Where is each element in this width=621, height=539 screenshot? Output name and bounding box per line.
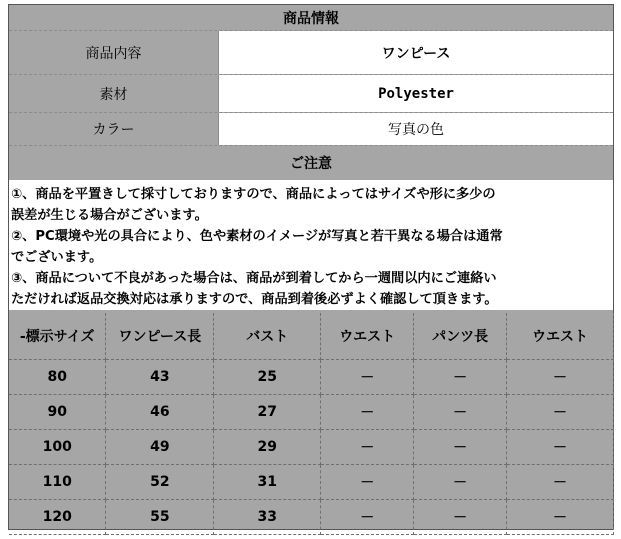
size-cell: － (507, 430, 614, 465)
size-cell: － (414, 465, 507, 500)
notice-line: ②、PC環境や光の具合により、色や素材のイメージが写真と若干異なる場合は通常 (11, 229, 503, 244)
info-label: 商品内容 (9, 31, 219, 74)
size-cell: 25 (214, 360, 321, 395)
size-table-header (9, 313, 614, 360)
column-header: バスト (214, 313, 321, 360)
size-cell: － (507, 465, 614, 500)
size-cell: 55 (106, 500, 214, 535)
size-cell: － (321, 395, 414, 430)
size-cell: 110 (9, 465, 106, 500)
column-header: パンツ長 (414, 313, 507, 360)
table-row (9, 430, 614, 465)
info-label: カラー (9, 113, 219, 145)
notice-line: ただければ返品交換対応は承りますので、商品到着後必ずよく確認して頂きます。 (11, 292, 498, 307)
size-cell: － (321, 500, 414, 535)
size-cell: － (414, 430, 507, 465)
info-row-color (9, 113, 613, 146)
size-cell: － (414, 395, 507, 430)
size-cell: － (507, 395, 614, 430)
size-cell: 49 (106, 430, 214, 465)
notice-line: 誤差が生じる場合がございます。 (11, 208, 208, 223)
column-header: -標示サイズ (9, 313, 106, 360)
info-value: ワンピース (219, 31, 613, 74)
size-cell: － (321, 465, 414, 500)
info-header-row (9, 5, 613, 31)
size-cell: － (507, 360, 614, 395)
info-row-material (9, 75, 613, 113)
table-row (9, 360, 614, 395)
size-cell: － (414, 500, 507, 535)
column-header: ウエスト (321, 313, 414, 360)
size-cell: － (321, 360, 414, 395)
column-header: ワンピース長 (106, 313, 214, 360)
table-row (9, 500, 614, 535)
notice-header: ご注意 (290, 156, 332, 172)
column-header: ウエスト (507, 313, 614, 360)
size-cell: － (507, 500, 614, 535)
size-cell: 43 (106, 360, 214, 395)
info-value: Polyester (219, 75, 613, 112)
size-cell: 100 (9, 430, 106, 465)
info-label: 素材 (9, 75, 219, 112)
size-cell: 52 (106, 465, 214, 500)
info-header: 商品情報 (283, 10, 339, 27)
size-cell: 120 (9, 500, 106, 535)
size-cell: 90 (9, 395, 106, 430)
size-cell: 80 (9, 360, 106, 395)
notice-text (9, 180, 613, 310)
info-value: 写真の色 (219, 113, 613, 145)
size-cell: 29 (214, 430, 321, 465)
info-row-content (9, 31, 613, 75)
notice-line: でございます。 (11, 250, 103, 265)
size-cell: － (414, 360, 507, 395)
size-cell: 33 (214, 500, 321, 535)
size-cell: 46 (106, 395, 214, 430)
size-cell: － (321, 430, 414, 465)
size-cell: 27 (214, 395, 321, 430)
notice-line: ①、商品を平置きして採寸しておりますので、商品によってはサイズや形に多少の (11, 187, 496, 202)
size-cell: 31 (214, 465, 321, 500)
size-table (9, 313, 614, 535)
notice-line: ③、商品について不良があった場合は、商品が到着してから一週間以内にご連絡い (11, 271, 497, 286)
table-row (9, 465, 614, 500)
notice-header-row (9, 146, 613, 180)
product-info-sheet (8, 4, 614, 530)
table-row (9, 395, 614, 430)
